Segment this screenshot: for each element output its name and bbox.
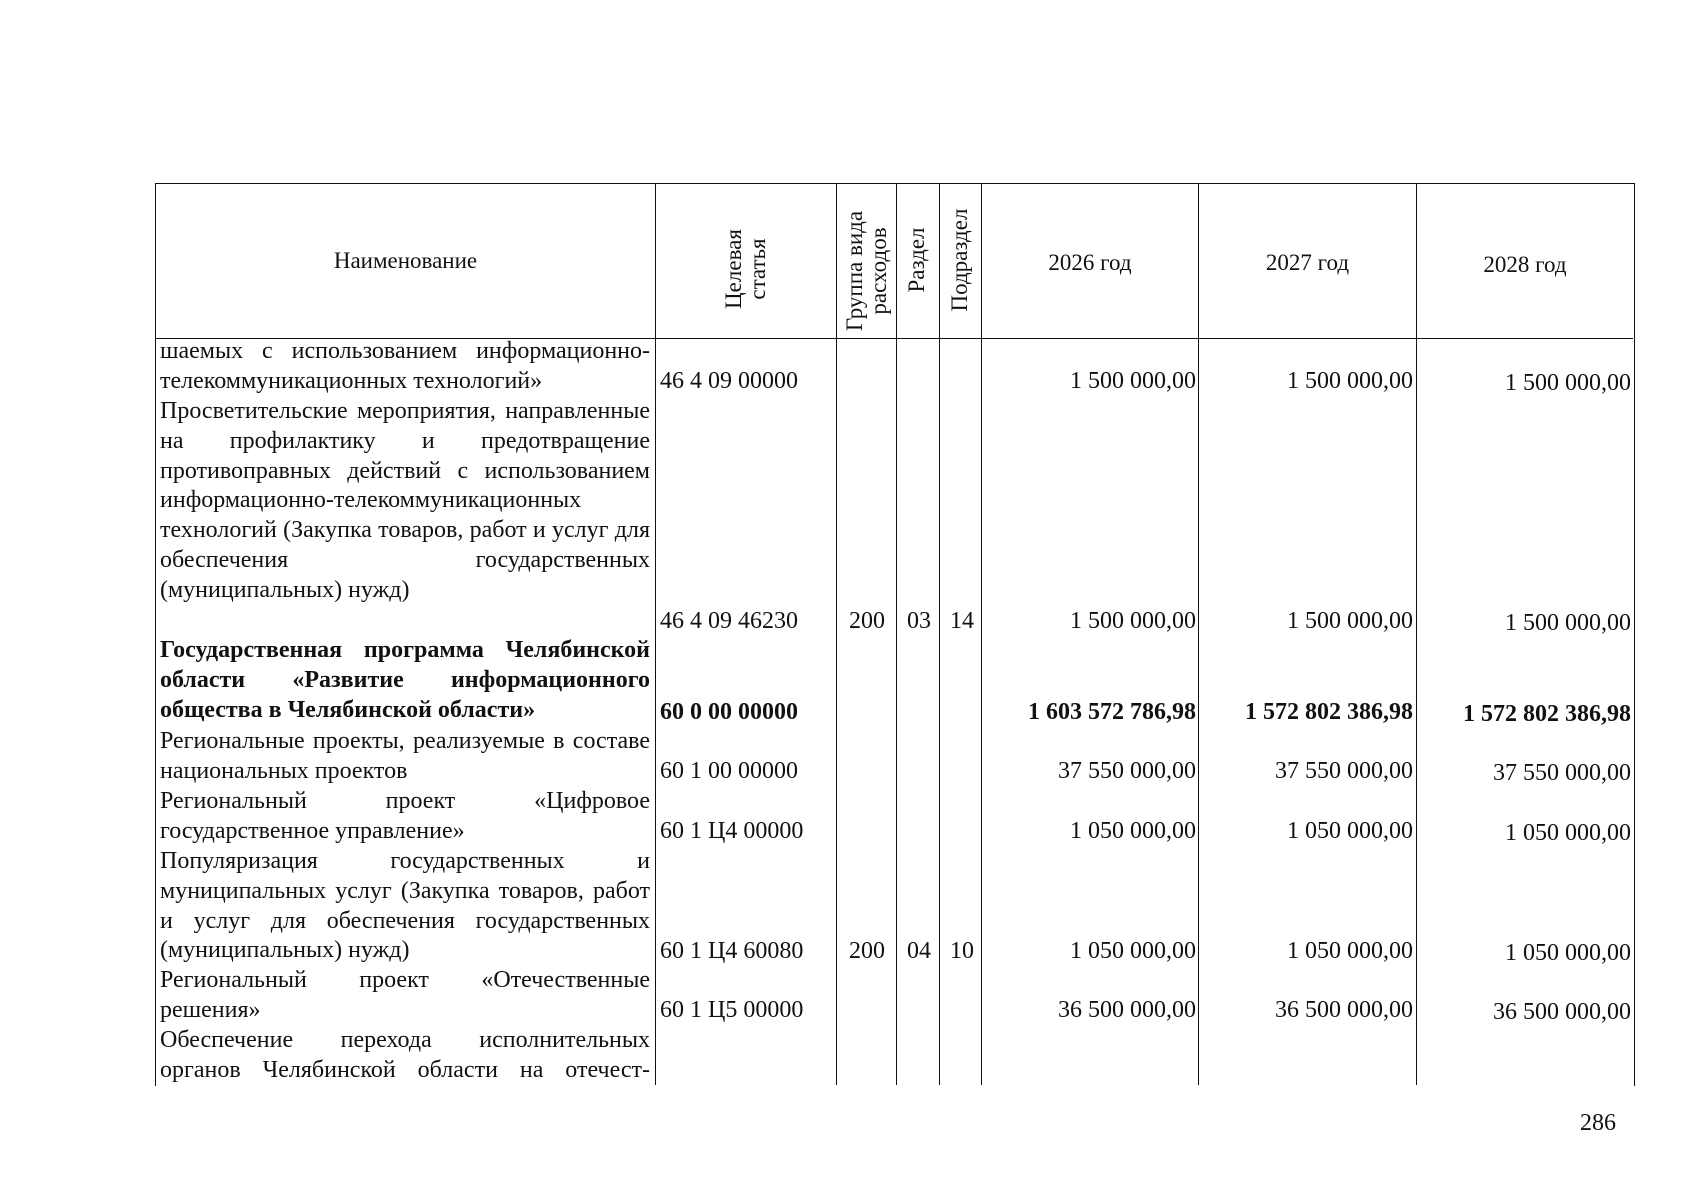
page-number: 286 — [1580, 1110, 1616, 1136]
row-code: 46 4 09 46230 — [660, 608, 798, 634]
row-amount-2026: 1 050 000,00 — [1070, 938, 1196, 964]
row-expense-group: 200 — [849, 938, 885, 964]
column-divider — [655, 183, 656, 1085]
row-amount-2028: 1 500 000,00 — [1505, 370, 1631, 396]
header-subsection: Подраздел — [947, 208, 972, 312]
row-expense-group: 200 — [849, 608, 885, 634]
row-name: Популяризация государственных и муниципальных услуг (Закупка товаров, работ и услуг для обеспечения государственных (муниципальных) нужд) — [160, 848, 650, 964]
column-divider — [1198, 183, 1199, 1085]
row-amount-2028: 37 550 000,00 — [1493, 760, 1631, 786]
row-amount-2027: 1 572 802 386,98 — [1245, 699, 1413, 725]
row-amount-2028: 36 500 000,00 — [1493, 999, 1631, 1025]
row-amount-2027: 37 550 000,00 — [1275, 758, 1413, 784]
header-name: Наименование — [333, 248, 478, 273]
row-code: 60 1 Ц4 00000 — [660, 818, 804, 844]
row-amount-2026: 37 550 000,00 — [1058, 758, 1196, 784]
row-code: 46 4 09 00000 — [660, 368, 798, 394]
row-amount-2028: 1 050 000,00 — [1505, 820, 1631, 846]
row-section: 04 — [907, 938, 931, 964]
column-divider — [1416, 183, 1417, 1085]
row-name: Государственная программа Челябинской области «Развитие информационного общества в Челябинской области» — [160, 637, 650, 723]
row-name: шаемых с использованием информационно-телекоммуникационных технологий» — [160, 338, 650, 394]
row-name: Региональный проект «Отечественные решения» — [160, 967, 650, 1023]
row-code: 60 1 00 00000 — [660, 758, 798, 784]
row-code: 60 1 Ц5 00000 — [660, 997, 804, 1023]
row-amount-2028: 1 050 000,00 — [1505, 940, 1631, 966]
row-code: 60 0 00 00000 — [660, 699, 798, 725]
row-name: Региональные проекты, реализуемые в составе национальных проектов — [160, 728, 650, 784]
row-subsection: 10 — [950, 938, 974, 964]
row-amount-2026: 36 500 000,00 — [1058, 997, 1196, 1023]
row-name: Региональный проект «Цифровое государственное управление» — [160, 788, 650, 844]
header-expense-group: Группа вида расходов — [842, 210, 891, 332]
row-amount-2027: 1 050 000,00 — [1287, 818, 1413, 844]
header-year-2027: 2027 год — [1265, 250, 1350, 275]
row-amount-2026: 1 050 000,00 — [1070, 818, 1196, 844]
row-name: Обеспечение перехода исполнительных органов Челябинской области на отечест- — [160, 1027, 650, 1083]
row-amount-2027: 1 500 000,00 — [1287, 608, 1413, 634]
row-subsection: 14 — [950, 608, 974, 634]
header-target-article: Целевая статья — [721, 229, 770, 309]
header-year-2026: 2026 год — [1048, 250, 1132, 275]
row-section: 03 — [907, 608, 931, 634]
row-amount-2027: 1 050 000,00 — [1287, 938, 1413, 964]
row-amount-2027: 36 500 000,00 — [1275, 997, 1413, 1023]
row-amount-2026: 1 603 572 786,98 — [1028, 699, 1196, 725]
row-name: Просветительские мероприятия, направленные на профилактику и предотвращение противоправных действий с использованием информационно-телекоммуникационных технологий (Закупка товаров, работ и услуг для обеспечения государственных (муниципальных) нужд) — [160, 398, 650, 603]
row-amount-2028: 1 572 802 386,98 — [1463, 701, 1631, 727]
header-year-2028: 2028 год — [1483, 252, 1567, 277]
column-divider — [836, 183, 837, 1085]
row-code: 60 1 Ц4 60080 — [660, 938, 804, 964]
row-amount-2026: 1 500 000,00 — [1070, 368, 1196, 394]
row-amount-2028: 1 500 000,00 — [1505, 610, 1631, 636]
row-amount-2027: 1 500 000,00 — [1287, 368, 1413, 394]
row-amount-2026: 1 500 000,00 — [1070, 608, 1196, 634]
header-section: Раздел — [904, 227, 929, 293]
column-divider — [896, 183, 897, 1085]
